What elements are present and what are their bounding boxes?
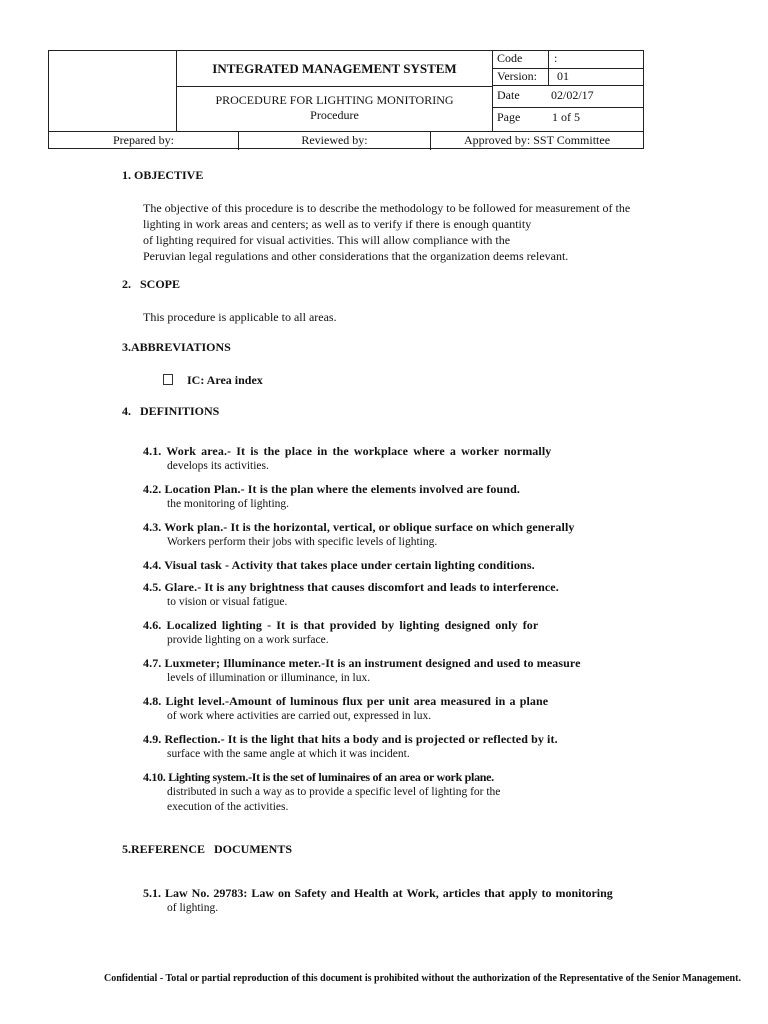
confidential-footer: Confidential - Total or partial reproduction of this document is prohibited without the authorization of the Representative of the Senior Management. xyxy=(104,973,741,984)
objective-line: of lighting required for visual activities. This will allow compliance with the xyxy=(143,233,511,247)
version-label: Version: xyxy=(497,69,537,83)
objective-heading: 1. OBJECTIVE xyxy=(122,168,204,182)
scope-heading: 2. SCOPE xyxy=(122,277,181,291)
definition-item xyxy=(143,520,643,550)
definitions-heading: 4. DEFINITIONS xyxy=(122,404,220,418)
objective-line: The objective of this procedure is to describe the methodology to be followed for measurement of the xyxy=(143,201,631,215)
abbreviation-text: IC: Area index xyxy=(187,373,263,387)
definition-item xyxy=(143,580,643,610)
definition-title: 4.1. Work area.- It is the place in the workplace where a worker normally xyxy=(143,444,552,458)
date-value: 02/02/17 xyxy=(551,88,594,102)
objective-text xyxy=(143,200,630,264)
abbreviations-heading: 3.ABBREVIATIONS xyxy=(122,340,231,354)
definition-sub: levels of illumination or illuminance, in lux. xyxy=(167,672,371,684)
references-heading: 5.REFERENCE DOCUMENTS xyxy=(122,842,293,856)
meta-date-row xyxy=(493,87,644,108)
reviewed-by: Reviewed by: xyxy=(301,133,368,147)
definition-sub: the monitoring of lighting. xyxy=(167,498,290,510)
definition-title: 4.9. Reflection.- It is the light that hits a body and is projected or reflected by it. xyxy=(143,732,558,746)
definition-sub: of work where activities are carried out, expressed in lux. xyxy=(167,710,432,722)
definition-sub: execution of the activities. xyxy=(167,801,289,813)
definition-item xyxy=(143,770,643,815)
definition-sub: to vision or visual fatigue. xyxy=(167,596,288,608)
code-label: Code xyxy=(497,51,523,65)
logo-cell xyxy=(49,51,177,131)
reference-item xyxy=(143,886,683,916)
definition-title: 4.6. Localized lighting - It is that provided by lighting designed only for xyxy=(143,618,539,632)
definition-title: 4.2. Location Plan.- It is the plan where the elements involved are found. xyxy=(143,482,520,496)
definition-title: 4.10. Lighting system.-It is the set of luminaires of an area or work plane. xyxy=(143,770,494,784)
abbreviation-item xyxy=(163,372,263,388)
reference-sub: of lighting. xyxy=(167,902,219,914)
page-label: Page xyxy=(497,110,521,124)
definition-item xyxy=(143,656,643,686)
definition-item xyxy=(143,618,643,648)
meta-code-row xyxy=(493,51,644,69)
definition-title: 4.5. Glare.- It is any brightness that causes discomfort and leads to interference. xyxy=(143,580,559,594)
definition-title: 4.8. Light level.-Amount of luminous flux per unit area measured in a plane xyxy=(143,694,549,708)
date-label: Date xyxy=(497,88,520,102)
definition-sub: provide lighting on a work surface. xyxy=(167,634,329,646)
bullet-icon xyxy=(163,374,173,385)
document-header-table xyxy=(48,50,644,149)
version-value: 01 xyxy=(557,69,569,83)
code-value: : xyxy=(554,51,558,65)
definition-sub: develops its activities. xyxy=(167,460,269,472)
definition-item xyxy=(143,558,643,573)
reference-title: 5.1. Law No. 29783: Law on Safety and Health at Work, articles that apply to monitoring xyxy=(143,886,613,900)
objective-line: lighting in work areas and centers; as well as to verify if there is enough quantity xyxy=(143,217,532,231)
definition-item xyxy=(143,694,643,724)
approved-by: Approved by: SST Committee xyxy=(463,133,611,147)
definition-sub: Workers perform their jobs with specific levels of lighting. xyxy=(167,536,438,548)
signature-row xyxy=(49,131,643,150)
definition-title: 4.7. Luxmeter; Illuminance meter.-It is an instrument designed and used to measure xyxy=(143,656,581,670)
definition-title: 4.4. Visual task - Activity that takes place under certain lighting conditions. xyxy=(143,558,535,572)
objective-line: Peruvian legal regulations and other considerations that the organization deems relevant. xyxy=(143,249,569,263)
procedure-type: Procedure xyxy=(310,108,359,122)
procedure-title: PROCEDURE FOR LIGHTING MONITORING xyxy=(215,93,454,107)
definition-item xyxy=(143,732,643,762)
meta-page-row xyxy=(493,108,644,130)
page-value: 1 of 5 xyxy=(552,110,580,124)
procedure-title-cell xyxy=(177,87,492,131)
definition-item xyxy=(143,444,643,474)
scope-text: This procedure is applicable to all areas. xyxy=(143,310,337,324)
definition-sub: surface with the same angle at which it was incident. xyxy=(167,748,410,760)
definition-item xyxy=(143,482,643,512)
meta-version-row xyxy=(493,69,644,86)
document-meta xyxy=(492,51,644,131)
definition-title: 4.3. Work plan.- It is the horizontal, vertical, or oblique surface on which generally xyxy=(143,520,575,534)
prepared-by: Prepared by: xyxy=(113,133,174,147)
system-title: INTEGRATED MANAGEMENT SYSTEM xyxy=(177,51,492,87)
definition-sub: distributed in such a way as to provide a specific level of lighting for the xyxy=(167,786,501,798)
